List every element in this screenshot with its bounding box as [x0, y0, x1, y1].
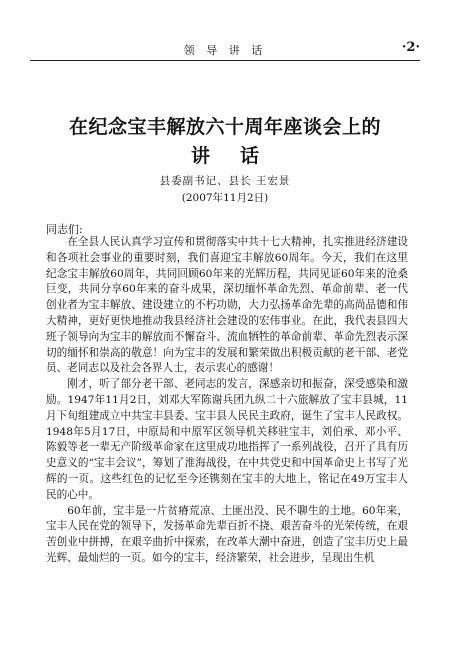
speaker-byline: 县委副书记、县长 王宏景	[159, 175, 291, 187]
paragraph: 在全县人民认真学习宣传和贯彻落实中共十七大精神，扎实推进经济建设和各项社会事业的重要时刻，我们喜迎宝丰解放60周年。今天，我们在这里纪念宝丰解放60周年，共同回顾60年来的光辉历程，共同见证60年来的沧桑巨变，共同分享60年来的奋斗成果，深切缅怀革命先烈、革命前辈、老一代创业者为宝丰解放、建设建立的不朽功勋，大力弘扬革命先辈的高尚品德和伟大精神，更好更快地推动我县经济社会建设的宏伟事业。在此，我代表县四大班子领导向为宝丰的解放而不懈奋斗、流血牺牲的革命前辈、革命先烈表示深切的缅怀和崇高的敬意！向为宝丰的发展和繁荣做出积极贡献的老干部、老党员、老同志以及社会各界人士，表示衷心的感谢！	[46, 236, 408, 375]
article-title-line2: 讲话	[190, 145, 289, 167]
running-header	[30, 40, 420, 61]
article-body	[46, 235, 408, 567]
greeting: 同志们:	[46, 223, 83, 236]
paragraph: 60年前，宝丰是一片贫瘠荒凉、土匪出没、民不聊生的土地。60年来，宝丰人民在党的领导下，发扬革命先辈百折不挠、艰苦奋斗的光荣传统，在艰苦创业中拼搏，在艰辛曲折中探索，在改革大潮中奋进，创造了宝丰历史上最光辉、最灿烂的一页。如今的宝丰，经济繁荣，社会进步，呈现出生机	[46, 504, 408, 564]
speech-date: (2007年11月2日)	[181, 192, 269, 204]
paragraph: 刚才，听了部分老干部、老同志的发言，深感亲切和振奋，深受感染和激励。1947年11月2日，刘邓大军陈谢兵团九纵二十六旅解放了宝丰县城，11月下旬组建成立中共宝丰县委、宝丰县人民民主政府，诞生了宝丰人民政权。1948年5月17日，中原局和中原军区领导机关移驻宝丰，刘伯承、邓小平、陈毅等老一辈无产阶级革命家在这里成功地指挥了一系列战役，召开了具有历史意义的“宝丰会议”，筹划了淮海战役，在中共党史和中国革命史上书写了光辉的一页。这些红色的记忆至今还镌刻在宝丰的大地上，铭记在49万宝丰人民的心中。	[46, 378, 408, 501]
article-title: 在纪念宝丰解放六十周年座谈会上的	[68, 116, 381, 138]
section-title: 领 导 讲 话	[183, 44, 267, 57]
page-number: ·2·	[401, 40, 420, 55]
